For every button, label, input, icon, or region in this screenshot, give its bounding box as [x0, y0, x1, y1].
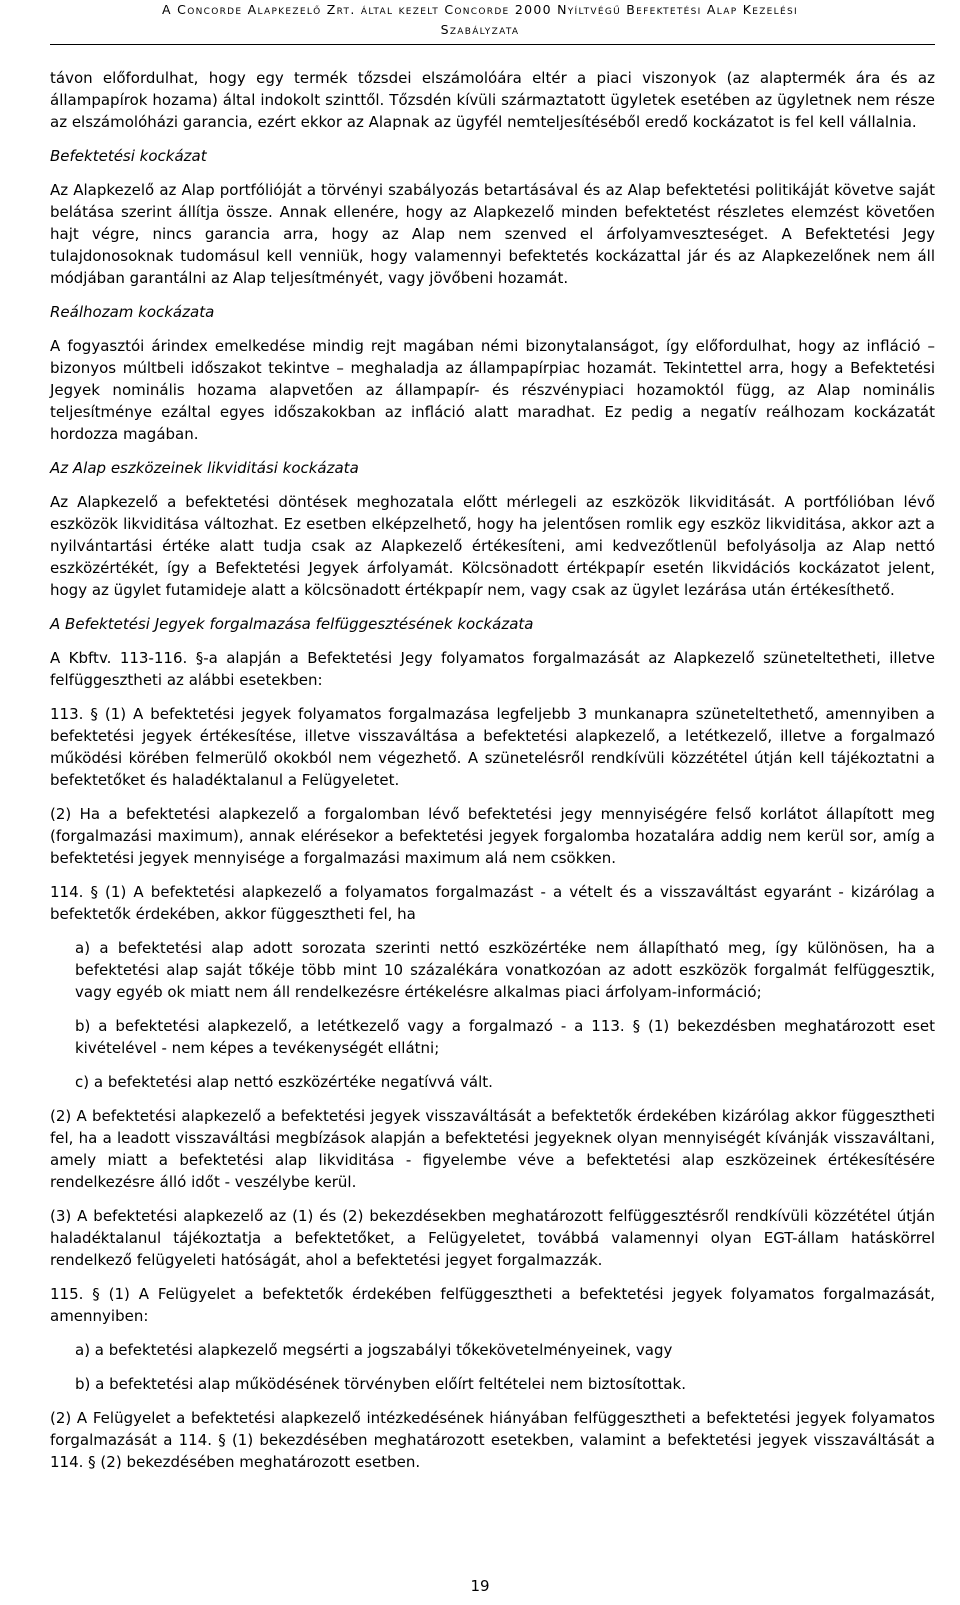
paragraph: (2) A Felügyelet a befektetési alapkezelő intézkedésének hiányában felfüggesztheti a befektetési jegyek folyamatos forgalmazását a 114. § (1) bekezdésében meghatározott esetekben, valamint a befektetési jegyek visszaváltását a 114. § (2) bekezdésében meghatározott esetben.	[50, 1409, 935, 1471]
list-item: a) a befektetési alapkezelő megsérti a jogszabályi tőkekövetelményeinek, vagy	[75, 1341, 673, 1359]
paragraph: (3) A befektetési alapkezelő az (1) és (2) bekezdésekben meghatározott felfüggesztésről rendkívüli közzététel útján haladéktalanul tájékoztatja a befektetőket, a Felügyeletet, továbbá valamennyi olyan EGT-állam hatáskörrel rendelkező felügyeleti hatóságát, ahol a befektetési jegyet forgalmazzák.	[50, 1207, 935, 1269]
list-item: a) a befektetési alap adott sorozata szerinti nettó eszközértéke nem állapítható meg, így különösen, ha a befektetési alap saját tőkéje több mint 10 százalékára vonatkozóan az adott eszközök forgalmát felfüggesztik, vagy egyéb ok miatt nem áll rendelkezésre értékelésre alkalmas piaci árfolyam-információ;	[75, 939, 935, 1001]
header-divider	[50, 44, 935, 45]
list-item: b) a befektetési alapkezelő, a letétkezelő vagy a forgalmazó - a 113. § (1) bekezdésben meghatározott eset kivételével - nem képes a tevékenységét ellátni;	[75, 1017, 935, 1057]
header-line-2: Szabályzata	[440, 22, 520, 37]
paragraph: távon előfordulhat, hogy egy termék tőzsdei elszámolóára eltér a piaci viszonyok (az alaptermék ára és az állampapírok hozama) által indokolt szinttől. Tőzsdén kívüli származtatott ügyletek esetében az ügyletnek nem része az elszámolóházi garancia, ezért ekkor az Alapnak az ügyfél nemteljesítéséből eredő kockázatot is fel kell vállalnia.	[50, 69, 935, 131]
paragraph: A Kbftv. 113-116. §-a alapján a Befektetési Jegy folyamatos forgalmazását az Alapkezelő szüneteltetheti, illetve felfüggesztheti az alábbi esetekben:	[50, 649, 935, 689]
document-header	[0, 0, 960, 42]
section-heading: Az Alap eszközeinek likviditási kockázata	[50, 459, 359, 477]
section-heading: A Befektetési Jegyek forgalmazása felfüggesztésének kockázata	[50, 615, 534, 633]
paragraph: 113. § (1) A befektetési jegyek folyamatos forgalmazása legfeljebb 3 munkanapra szüneteltethető, amennyiben a befektetési jegyek értékesítése, illetve visszaváltása a befektetési alapkezelő, a letétkezelő, illetve a forgalmazó működési körében felmerülő okokból nem végezhető. A szünetelésről rendkívüli közzététel útján kell tájékoztatni a befektetőket és haladéktalanul a Felügyeletet.	[50, 705, 935, 789]
header-line-1: A Concorde Alapkezelő Zrt. által kezelt Concorde 2000 Nyíltvégű Befektetési Alap Kezelési	[162, 2, 798, 17]
paragraph: Az Alapkezelő a befektetési döntések meghozatala előtt mérlegeli az eszközök likviditását. A portfólióban lévő eszközök likviditása változhat. Ez esetben elképzelhető, hogy ha jelentősen romlik egy eszköz likviditása, akkor azt a nyilvántartási értéke alatt tudja csak az Alapkezelő értékesíteni, ami kedvezőtlenül befolyásolja az Alap nettó eszközértékét, így a Befektetési Jegyek árfolyamát. Kölcsönadott értékpapír esetén likvidációs kockázatot jelent, hogy az ügylet futamideje alatt a kölcsönadott értékpapír nem, vagy csak az ügylet lezárása után értékesíthető.	[50, 493, 935, 599]
paragraph: A fogyasztói árindex emelkedése mindig rejt magában némi bizonytalanságot, így előfordulhat, hogy az infláció – bizonyos múltbeli időszakot tekintve – meghaladja az állampapírpiac hozamát. Tekintettel arra, hogy a Befektetési Jegyek nominális hozama alapvetően az állampapír- és részvénypiaci hozamoktól függ, az Alap nominális teljesítménye ezáltal egyes időszakokban az infláció alatt maradhat. Ez pedig a negatív reálhozam kockázatát hordozza magában.	[50, 337, 935, 443]
page-number: 19	[470, 1577, 490, 1595]
paragraph: (2) A befektetési alapkezelő a befektetési jegyek visszaváltását a befektetők érdekében kizárólag akkor függesztheti fel, ha a leadott visszaváltási megbízások alapján a befektetési jegyeknek olyan mennyiségét kívánják visszaváltani, amely miatt a befektetési alap likviditása - figyelembe véve a befektetési alap eszközeinek értékesítésére rendelkezésre álló időt - veszélybe kerül.	[50, 1107, 935, 1191]
document-body	[50, 67, 935, 1485]
paragraph: Az Alapkezelő az Alap portfólióját a törvényi szabályozás betartásával és az Alap befektetési politikáját követve saját belátása szerint állítja össze. Annak ellenére, hogy az Alapkezelő minden befektetést részletes elemzést követően hajt végre, nincs garancia arra, hogy az Alap nem szenved el árfolyamveszteséget. A Befektetési Jegy tulajdonosoknak tudomásul kell venniük, hogy valamennyi befektetés kockázattal jár és az Alapkezelőnek nem áll módjában garantálni az Alap teljesítményét, vagy jövőbeni hozamát.	[50, 181, 935, 287]
paragraph: (2) Ha a befektetési alapkezelő a forgalomban lévő befektetési jegy mennyiségére felső korlátot állapított meg (forgalmazási maximum), annak elérésekor a befektetési jegyek forgalomba hozatalára addig nem kerül sor, amíg a befektetési jegyek mennyisége a forgalmazási maximum alá nem csökken.	[50, 805, 935, 867]
paragraph: 114. § (1) A befektetési alapkezelő a folyamatos forgalmazást - a vételt és a visszaváltást egyaránt - kizárólag a befektetők érdekében, akkor függesztheti fel, ha	[50, 883, 935, 923]
section-heading: Reálhozam kockázata	[50, 303, 215, 321]
list-item: b) a befektetési alap működésének törvényben előírt feltételei nem biztosítottak.	[75, 1375, 687, 1393]
section-heading: Befektetési kockázat	[50, 147, 207, 165]
paragraph: 115. § (1) A Felügyelet a befektetők érdekében felfüggesztheti a befektetési jegyek folyamatos forgalmazását, amennyiben:	[50, 1285, 935, 1325]
list-item: c) a befektetési alap nettó eszközértéke negatívvá vált.	[75, 1073, 493, 1091]
